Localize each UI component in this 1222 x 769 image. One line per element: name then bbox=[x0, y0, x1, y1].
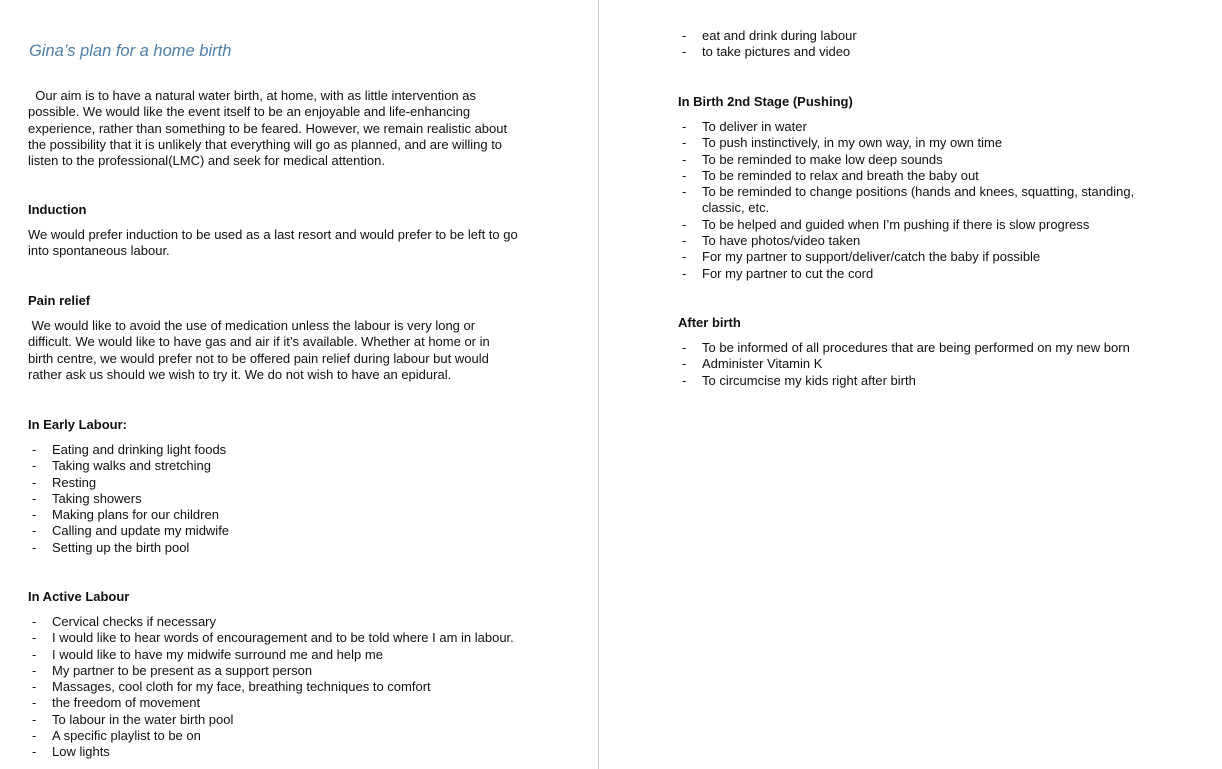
list-item bbox=[28, 442, 568, 458]
intro-paragraph: Our aim is to have a natural water birth, at home, with as little intervention as possible. We would like the event itself to be an enjoyable and life-enhancing experience, rather than something to be feared. However, we remain realistic about the possibility that it is unlikely that everything will go as planned, and are willing to listen to the professional(LMC) and seek for medical attention. bbox=[28, 88, 511, 169]
bullet-dash: - bbox=[682, 44, 687, 60]
bullet-dash: - bbox=[682, 216, 687, 232]
list-item-text: Taking walks and stretching bbox=[52, 458, 211, 474]
list-item bbox=[28, 630, 588, 646]
list-item bbox=[678, 28, 1178, 44]
list-item bbox=[678, 217, 1148, 233]
bullet-dash: - bbox=[682, 184, 687, 200]
list-item bbox=[678, 168, 1148, 184]
list-item-text: Making plans for our children bbox=[52, 507, 219, 523]
list-item-text: the freedom of movement bbox=[52, 695, 201, 711]
list-item bbox=[28, 663, 588, 679]
bullet-dash: - bbox=[32, 474, 37, 490]
list-item-text: Calling and update my midwife bbox=[52, 523, 230, 539]
bullet-dash: - bbox=[682, 151, 687, 167]
bullet-dash: - bbox=[682, 340, 687, 355]
list-item-text: to take pictures and video bbox=[702, 44, 851, 60]
list-item bbox=[678, 44, 1178, 60]
list-item bbox=[28, 540, 568, 556]
list-item-text: Administer Vitamin K bbox=[702, 356, 823, 372]
list-item-text: I would like to have my midwife surround me and help me bbox=[52, 646, 383, 662]
list-item-text: To labour in the water birth pool bbox=[52, 711, 234, 727]
list-item-text: For my partner to cut the cord bbox=[702, 265, 874, 281]
bullet-dash: - bbox=[32, 539, 37, 555]
list-item bbox=[678, 233, 1148, 249]
list-item bbox=[678, 152, 1148, 168]
bullet-dash: - bbox=[682, 28, 687, 43]
bullet-dash: - bbox=[32, 646, 37, 662]
bullet-dash: - bbox=[682, 119, 687, 134]
list-item bbox=[28, 507, 568, 523]
list-item bbox=[28, 614, 588, 630]
bullet-dash: - bbox=[32, 679, 37, 695]
second-stage-list bbox=[678, 119, 1148, 282]
bullet-dash: - bbox=[682, 265, 687, 281]
list-item-text: To circumcise my kids right after birth bbox=[702, 372, 916, 388]
list-item-text: Taking showers bbox=[52, 490, 142, 506]
list-item-text: Low lights bbox=[52, 744, 110, 760]
bullet-dash: - bbox=[32, 711, 37, 727]
list-item bbox=[678, 135, 1148, 151]
list-item bbox=[678, 356, 1178, 372]
early-labour-list bbox=[28, 442, 568, 556]
list-item-text: To be reminded to make low deep sounds bbox=[702, 151, 943, 167]
list-item bbox=[678, 119, 1148, 135]
bullet-dash: - bbox=[682, 372, 687, 388]
list-item-text: eat and drink during labour bbox=[702, 28, 857, 43]
list-item-text: For my partner to support/deliver/catch the baby if possible bbox=[702, 249, 1041, 265]
list-item-text: To push instinctively, in my own way, in my own time bbox=[702, 135, 1003, 151]
list-item bbox=[28, 695, 588, 711]
bullet-dash: - bbox=[32, 728, 37, 744]
list-item-text: To be informed of all procedures that are being performed on my new born bbox=[702, 340, 1130, 355]
bullet-dash: - bbox=[32, 695, 37, 711]
bullet-dash: - bbox=[682, 167, 687, 183]
bullet-dash: - bbox=[682, 249, 687, 265]
bullet-dash: - bbox=[32, 662, 37, 678]
active-labour-list bbox=[28, 614, 588, 761]
list-item bbox=[28, 744, 588, 760]
list-item bbox=[28, 728, 588, 744]
after-birth-list bbox=[678, 340, 1178, 389]
page-divider bbox=[598, 0, 599, 769]
list-item bbox=[28, 458, 568, 474]
bullet-dash: - bbox=[32, 458, 37, 474]
pain-relief-paragraph: We would like to avoid the use of medication unless the labour is very long or difficult. We would like to have gas and air if it’s available. Whether at home or in birth centre, we would prefer not to be offered pain relief during labour but would rather ask us should we wish to try it. We do not wish to have an epidural. bbox=[28, 318, 494, 382]
list-item bbox=[28, 475, 568, 491]
list-item bbox=[678, 340, 1178, 356]
list-item-text: To have photos/video taken bbox=[702, 233, 861, 249]
list-item bbox=[678, 266, 1148, 282]
bullet-dash: - bbox=[32, 442, 37, 457]
list-item bbox=[28, 679, 588, 695]
bullet-dash: - bbox=[32, 744, 37, 760]
list-item-text: To be reminded to change positions (hands and knees, squatting, standing, classic, etc. bbox=[702, 184, 1135, 216]
list-item bbox=[28, 523, 568, 539]
bullet-dash: - bbox=[32, 630, 37, 646]
second-stage-heading: In Birth 2nd Stage (Pushing) bbox=[678, 94, 853, 109]
list-item-text: My partner to be present as a support person bbox=[52, 662, 313, 678]
list-item bbox=[28, 647, 588, 663]
list-item-text: To be helped and guided when I’m pushing if there is slow progress bbox=[702, 216, 1090, 232]
list-item-text: A specific playlist to be on bbox=[52, 728, 201, 744]
early-labour-heading: In Early Labour: bbox=[28, 417, 127, 432]
list-item-text: To be reminded to relax and breath the baby out bbox=[702, 167, 979, 183]
document-title: Gina’s plan for a home birth bbox=[29, 42, 232, 60]
list-item bbox=[678, 373, 1178, 389]
document-page-left bbox=[0, 0, 598, 769]
list-item-text: I would like to hear words of encouragement and to be told where I am in labour. bbox=[52, 630, 514, 646]
pain-relief-heading: Pain relief bbox=[28, 293, 91, 308]
list-item-text: To deliver in water bbox=[702, 119, 807, 134]
active-labour-list-continued bbox=[678, 28, 1178, 61]
list-item bbox=[678, 184, 1148, 217]
after-birth-heading: After birth bbox=[678, 315, 741, 330]
list-item bbox=[28, 491, 568, 507]
bullet-dash: - bbox=[682, 233, 687, 249]
bullet-dash: - bbox=[32, 507, 37, 523]
list-item-text: Eating and drinking light foods bbox=[52, 442, 227, 457]
bullet-dash: - bbox=[32, 490, 37, 506]
list-item-text: Cervical checks if necessary bbox=[52, 614, 216, 629]
bullet-dash: - bbox=[682, 356, 687, 372]
induction-heading: Induction bbox=[28, 202, 87, 217]
list-item-text: Resting bbox=[52, 474, 97, 490]
bullet-dash: - bbox=[682, 135, 687, 151]
active-labour-heading: In Active Labour bbox=[28, 589, 130, 604]
document-page-right bbox=[600, 0, 1222, 769]
list-item bbox=[28, 712, 588, 728]
list-item-text: Massages, cool cloth for my face, breathing techniques to comfort bbox=[52, 679, 431, 695]
bullet-dash: - bbox=[32, 523, 37, 539]
induction-paragraph: We would prefer induction to be used as a last resort and would prefer to be left to go into spontaneous labour. bbox=[28, 227, 522, 259]
bullet-dash: - bbox=[32, 614, 37, 629]
list-item-text: Setting up the birth pool bbox=[52, 539, 190, 555]
list-item bbox=[678, 249, 1148, 265]
